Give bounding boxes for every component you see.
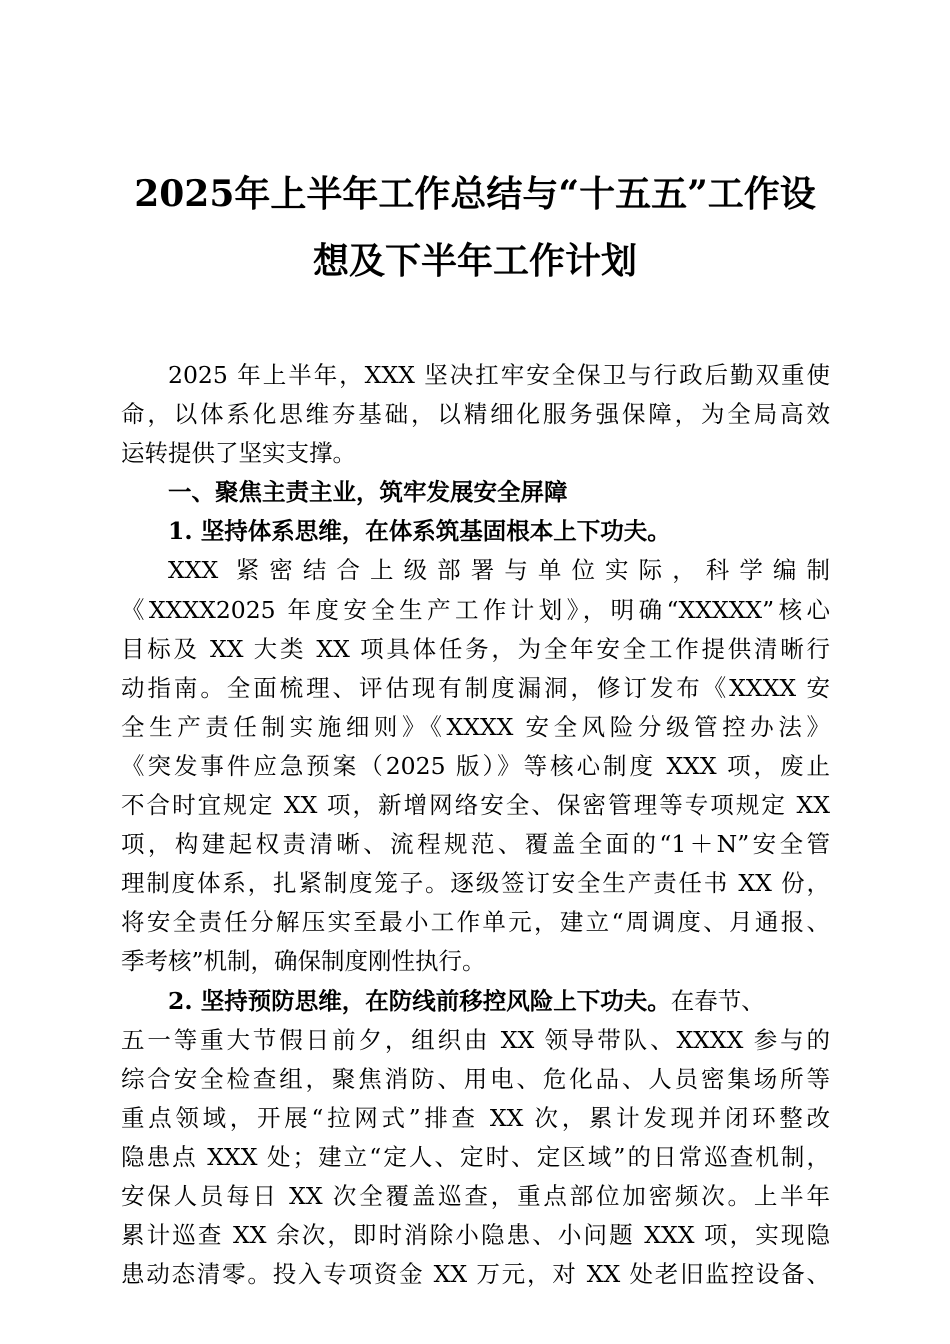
document-title-line-1: 2025年上半年工作总结与“十五五”工作设 [134, 173, 816, 215]
intro-line: 运转提供了坚实支撑。 [121, 439, 356, 468]
paragraph-line: 患动态清零。投入专项资金 XX 万元，对 XX 处老旧监控设备、 [121, 1260, 830, 1289]
paragraph-line: 不合时宜规定 XX 项，新增网络安全、保密管理等专项规定 XX [121, 791, 830, 820]
paragraph-line: 五一等重大节假日前夕，组织由 XX 领导带队、XXXX 参与的 [121, 1025, 830, 1054]
subsection-heading: 2. 坚持预防思维，在防线前移控风险上下功夫。 [168, 986, 671, 1015]
paragraph-line: 目标及 XX 大类 XX 项具体任务，为全年安全工作提供清晰行 [121, 634, 830, 663]
subsection-line [121, 982, 830, 1021]
paragraph-line: 《突发事件应急预案（2025 版）》等核心制度 XXX 项，废止 [121, 751, 830, 780]
paragraph-line: 理制度体系，扎紧制度笼子。逐级签订安全生产责任书 XX 份， [121, 869, 830, 898]
paragraph-line: 安保人员每日 XX 次全覆盖巡查，重点部位加密频次。上半年 [121, 1181, 830, 1210]
intro-line: 命，以体系化思维夯基础，以精细化服务强保障，为全局高效 [121, 400, 830, 429]
paragraph-line: 《XXXX2025 年度安全生产工作计划》，明确“XXXXX”核心 [121, 595, 830, 624]
paragraph-line: 项，构建起权责清晰、流程规范、覆盖全面的“1＋N”安全管 [121, 830, 830, 859]
intro-line: 2025 年上半年，XXX 坚决扛牢安全保卫与行政后勤双重使 [168, 361, 830, 389]
document-body [121, 356, 830, 1294]
document-title-line-2: 想及下半年工作计划 [312, 240, 637, 282]
paragraph-line: 将安全责任分解压实至最小工作单元，建立“周调度、月通报、 [121, 908, 830, 937]
subsection-heading: 1. 坚持体系思维，在体系筑基固根本上下功夫。 [168, 517, 671, 546]
section-heading: 一、聚焦主责主业，筑牢发展安全屏障 [168, 478, 568, 507]
paragraph-line: 全生产责任制实施细则》《XXXX 安全风险分级管控办法》 [121, 712, 830, 741]
paragraph-line: XXX 紧密结合上级部署与单位实际，科学编制 [168, 556, 830, 585]
paragraph-line: 重点领域，开展“拉网式”排查 XX 次，累计发现并闭环整改 [121, 1103, 830, 1132]
paragraph-text: 在春节、 [670, 986, 765, 1015]
paragraph-line: 累计巡查 XX 余次，即时消除小隐患、小问题 XXX 项，实现隐 [121, 1221, 830, 1250]
paragraph-line: 季考核”机制，确保制度刚性执行。 [121, 947, 486, 976]
paragraph-line: 隐患点 XXX 处；建立“定人、定时、定区域”的日常巡查机制， [121, 1142, 830, 1171]
paragraph-line: 综合安全检查组，聚焦消防、用电、危化品、人员密集场所等 [121, 1064, 830, 1093]
paragraph-line: 动指南。全面梳理、评估现有制度漏洞，修订发布《XXXX 安 [121, 673, 830, 702]
